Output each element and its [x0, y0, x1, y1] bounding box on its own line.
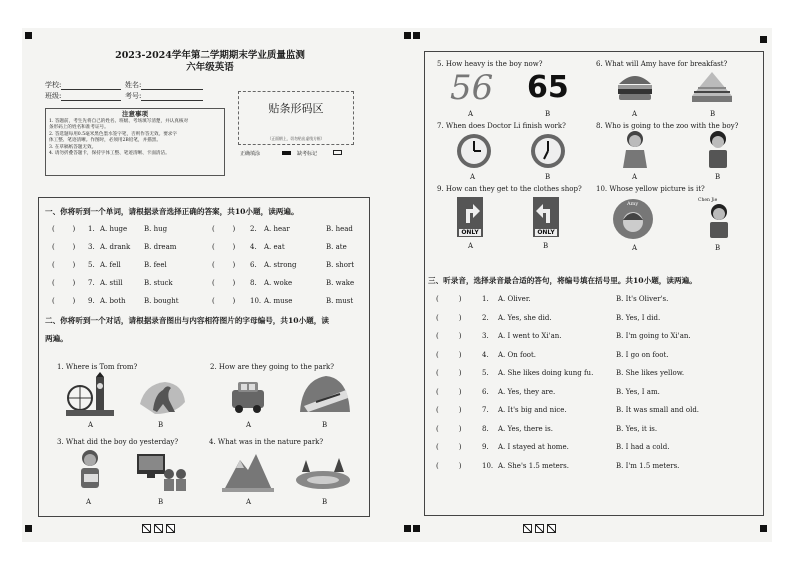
choice-b: B. feel	[144, 261, 167, 269]
item-number: 1.	[88, 225, 95, 233]
hamburger-image[interactable]	[615, 68, 655, 104]
exam-number-field[interactable]: 考号:	[125, 91, 203, 101]
name-field[interactable]: 姓名:	[125, 80, 203, 90]
option-a: A	[88, 421, 94, 429]
sandwich-image[interactable]	[688, 70, 736, 104]
item-number: 3.	[482, 332, 489, 340]
choice-a: A. Oliver.	[498, 295, 531, 303]
answer-bracket[interactable]: ( )	[436, 443, 462, 451]
boy-image[interactable]	[704, 130, 732, 170]
answer-bracket[interactable]: ( )	[52, 297, 76, 305]
option-b: B	[158, 421, 164, 429]
item-number: 8.	[482, 424, 489, 433]
absent-mark[interactable]	[297, 150, 342, 157]
registration-mark	[413, 525, 420, 532]
clock-a-image[interactable]	[456, 133, 492, 169]
choice-b: B. Yes, I am.	[616, 387, 660, 396]
exam-subtitle: 六年级英语	[186, 62, 234, 73]
option-a: A	[632, 110, 638, 118]
item-number: 2.	[250, 225, 257, 233]
option-a: A	[632, 244, 638, 252]
registration-mark	[25, 32, 32, 39]
chen-jie-label: Chen Jie	[698, 198, 718, 203]
train-image[interactable]	[296, 372, 352, 416]
choice-b: B. Yes, I did.	[616, 313, 661, 322]
option-a: A	[632, 173, 638, 181]
registration-mark	[25, 525, 32, 532]
boy-reading-image[interactable]	[76, 448, 104, 494]
section-2-heading-cont: 两遍。	[45, 334, 68, 343]
option-b: B	[543, 242, 549, 250]
item-number: 5.	[88, 261, 95, 269]
option-a: A	[470, 173, 476, 181]
barcode-area	[238, 91, 354, 145]
school-field[interactable]: 学校:	[45, 80, 121, 90]
option-a: A	[468, 110, 474, 118]
registration-mark	[760, 525, 767, 532]
choice-b: B. dream	[144, 243, 177, 251]
choice-a: A. still	[100, 279, 123, 287]
answer-bracket[interactable]: ( )	[436, 350, 462, 359]
choice-b: B. She likes yellow.	[616, 369, 685, 377]
taxi-image[interactable]	[228, 376, 268, 416]
item-number: 4.	[482, 350, 489, 359]
choice-a: A. huge	[100, 225, 128, 233]
item-number: 5.	[482, 369, 489, 377]
registration-mark	[413, 32, 420, 39]
notice-line: 1. 答题前，考生先将自己的姓名、班级、考场填写清楚，并认真核对	[49, 118, 189, 124]
item-number: 9.	[88, 297, 95, 305]
option-b: B	[322, 421, 328, 429]
option-b: B	[715, 173, 721, 181]
choice-b: B. ate	[326, 243, 347, 251]
item-number: 9.	[482, 443, 489, 451]
answer-bracket[interactable]: ( )	[212, 243, 236, 251]
answer-bracket[interactable]: ( )	[52, 243, 76, 251]
option-b: B	[545, 173, 551, 181]
watching-tv-image[interactable]	[133, 452, 189, 492]
answer-bracket[interactable]: ( )	[436, 387, 462, 396]
answer-bracket[interactable]: ( )	[436, 424, 462, 433]
option-b: B	[715, 244, 721, 252]
choice-b: B. Yes, it is.	[616, 424, 658, 433]
question-3: 3. What did the boy do yesterday?	[57, 438, 179, 446]
notice-line: 3. 在草稿纸答题无效。	[49, 144, 97, 150]
item-number: 6.	[250, 261, 257, 269]
choice-a: A. She's 1.5 meters.	[498, 461, 569, 470]
question-9: 9. How can they get to the clothes shop?	[437, 185, 582, 193]
answer-bracket[interactable]: ( )	[212, 225, 236, 233]
weight-56-image[interactable]: 56	[450, 68, 494, 108]
answer-bracket[interactable]: ( )	[436, 332, 462, 340]
choice-a: A. She likes doing kung fu.	[498, 369, 594, 377]
london-landmarks-image[interactable]	[66, 372, 114, 418]
option-b: B	[158, 498, 164, 506]
turn-left-sign-image[interactable]	[533, 197, 559, 237]
choice-a: A. both	[100, 297, 126, 305]
choice-a: A. Yes, they are.	[498, 387, 556, 396]
section-3-heading: 三、听录音，选择录音最合适的答句，将编号填在括号里。共10小题，读两遍。	[428, 276, 697, 285]
choice-a: A. strong	[264, 261, 297, 269]
item-number: 1.	[482, 295, 489, 303]
option-a: A	[468, 242, 474, 250]
registration-mark	[404, 32, 411, 39]
answer-bracket[interactable]: ( )	[436, 406, 462, 414]
answer-bracket[interactable]: ( )	[52, 225, 76, 233]
amy-badge-label: Amy	[627, 201, 639, 207]
absent-mark-label: 缺考标记	[297, 151, 318, 157]
choice-a: A. I stayed at home.	[498, 443, 569, 451]
item-number: 7.	[482, 406, 489, 414]
choice-a: A. Yes, there is.	[498, 424, 553, 433]
choice-a: A. muse	[264, 297, 293, 305]
choice-b: B. head	[326, 225, 353, 233]
notice-line: 条形码上的姓名和准考证号。	[49, 125, 109, 130]
chen-jie-image[interactable]	[704, 203, 734, 239]
barcode-note: （正面朝上，切勿贴出虚线方框）	[267, 136, 325, 141]
answer-bracket[interactable]: ( )	[436, 461, 462, 470]
choice-a: A. It's big and nice.	[498, 406, 567, 414]
australia-kangaroo-image[interactable]	[135, 374, 187, 418]
choice-a: A. On foot.	[498, 350, 537, 359]
choice-b: B. hug	[144, 225, 168, 233]
question-1: 1. Where is Tom from?	[57, 363, 138, 371]
answer-bracket[interactable]: ( )	[52, 279, 76, 287]
clock-b-image[interactable]	[530, 133, 566, 169]
notice-box	[45, 108, 225, 176]
question-5: 5. How heavy is the boy now?	[437, 60, 543, 68]
item-number: 10.	[482, 461, 494, 470]
choice-a: A. hear	[264, 225, 290, 233]
notice-title: 注意事项	[122, 110, 148, 118]
choice-b: B. I go on foot.	[616, 350, 669, 359]
item-number: 2.	[482, 313, 489, 322]
question-2: 2. How are they going to the park?	[210, 363, 335, 371]
choice-b: B. stuck	[144, 279, 173, 287]
question-7: 7. When does Doctor Li finish work?	[437, 122, 566, 130]
choice-a: A. drank	[100, 243, 131, 251]
choice-a: A. fell	[100, 261, 121, 269]
item-number: 4.	[250, 243, 257, 251]
page-marker-right	[523, 524, 556, 533]
answer-bracket[interactable]: ( )	[212, 279, 236, 287]
exam-title: 2023-2024学年第二学期期末学业质量监测	[115, 50, 305, 61]
choice-a: A. woke	[264, 279, 293, 287]
answer-bracket[interactable]: ( )	[436, 369, 462, 377]
answer-bracket[interactable]: ( )	[436, 295, 462, 303]
fill-example	[240, 150, 291, 157]
section-1-heading: 一、你将听到一个单词，请根据录音选择正确的答案，共10小题，读两遍。	[45, 207, 299, 216]
lake-image[interactable]	[294, 456, 352, 490]
option-a: A	[246, 498, 252, 506]
choice-b: B. It's Oliver's.	[616, 295, 669, 303]
question-8: 8. Who is going to the zoo with the boy?	[596, 122, 739, 130]
question-6: 6. What will Amy have for breakfast?	[596, 60, 728, 68]
item-number: 8.	[250, 279, 257, 287]
choice-a: A. eat	[264, 243, 285, 251]
item-number: 3.	[88, 243, 95, 251]
answer-bracket[interactable]: ( )	[212, 297, 236, 305]
question-4: 4. What was in the nature park?	[209, 438, 324, 446]
item-number: 7.	[88, 279, 95, 287]
answer-bracket[interactable]: ( )	[52, 261, 76, 269]
notice-line: 4. 请勿折叠答题卡，保持字体工整、笔迹清晰、卡面清洁。	[49, 151, 170, 156]
choice-b: B. I had a cold.	[616, 443, 670, 451]
choice-b: B. I'm going to Xi'an.	[616, 332, 691, 340]
answer-bracket[interactable]: ( )	[436, 313, 462, 322]
notice-line: 2. 答选题每用0.5毫米黑色墨水签字笔，否则作答无效。要求字	[49, 131, 177, 137]
sign-only-label: ONLY	[535, 229, 557, 236]
sign-only-label: ONLY	[459, 229, 481, 236]
fill-example-label: 正确填涂	[240, 151, 261, 157]
weight-65-image[interactable]: 65	[527, 70, 569, 105]
mountain-image[interactable]	[222, 450, 274, 492]
notice-line: 体工整、笔迹清晰。作图时，必须用2B铅笔，并描黑。	[49, 138, 161, 143]
option-b: B	[710, 110, 716, 118]
option-a: A	[246, 421, 252, 429]
choice-b: B. bought	[144, 297, 179, 305]
choice-b: B. wake	[326, 279, 355, 287]
question-10: 10. Whose yellow picture is it?	[596, 185, 705, 193]
item-number: 10.	[250, 297, 262, 305]
girl-image[interactable]	[620, 130, 650, 170]
section-2-heading: 二、你将听到一个对话，请根据录音图出与内容相符图片的字母编号，共10小题，读	[45, 316, 329, 325]
item-number: 6.	[482, 387, 489, 396]
option-b: B	[322, 498, 328, 506]
option-a: A	[86, 498, 92, 506]
page-marker-left	[142, 524, 175, 533]
choice-b: B. short	[326, 261, 355, 269]
registration-mark	[404, 525, 411, 532]
choice-b: B. It was small and old.	[616, 406, 700, 414]
choice-a: A. I went to Xi'an.	[498, 332, 562, 340]
barcode-label: 贴条形码区	[268, 102, 324, 115]
choice-b: B. I'm 1.5 meters.	[616, 461, 680, 470]
class-field[interactable]: 班级:	[45, 91, 121, 101]
turn-right-sign-image[interactable]	[457, 197, 483, 237]
choice-a: A. Yes, she did.	[498, 313, 552, 322]
registration-mark	[760, 36, 767, 43]
choice-b: B. must	[326, 297, 354, 305]
option-b: B	[545, 110, 551, 118]
answer-bracket[interactable]: ( )	[212, 261, 236, 269]
